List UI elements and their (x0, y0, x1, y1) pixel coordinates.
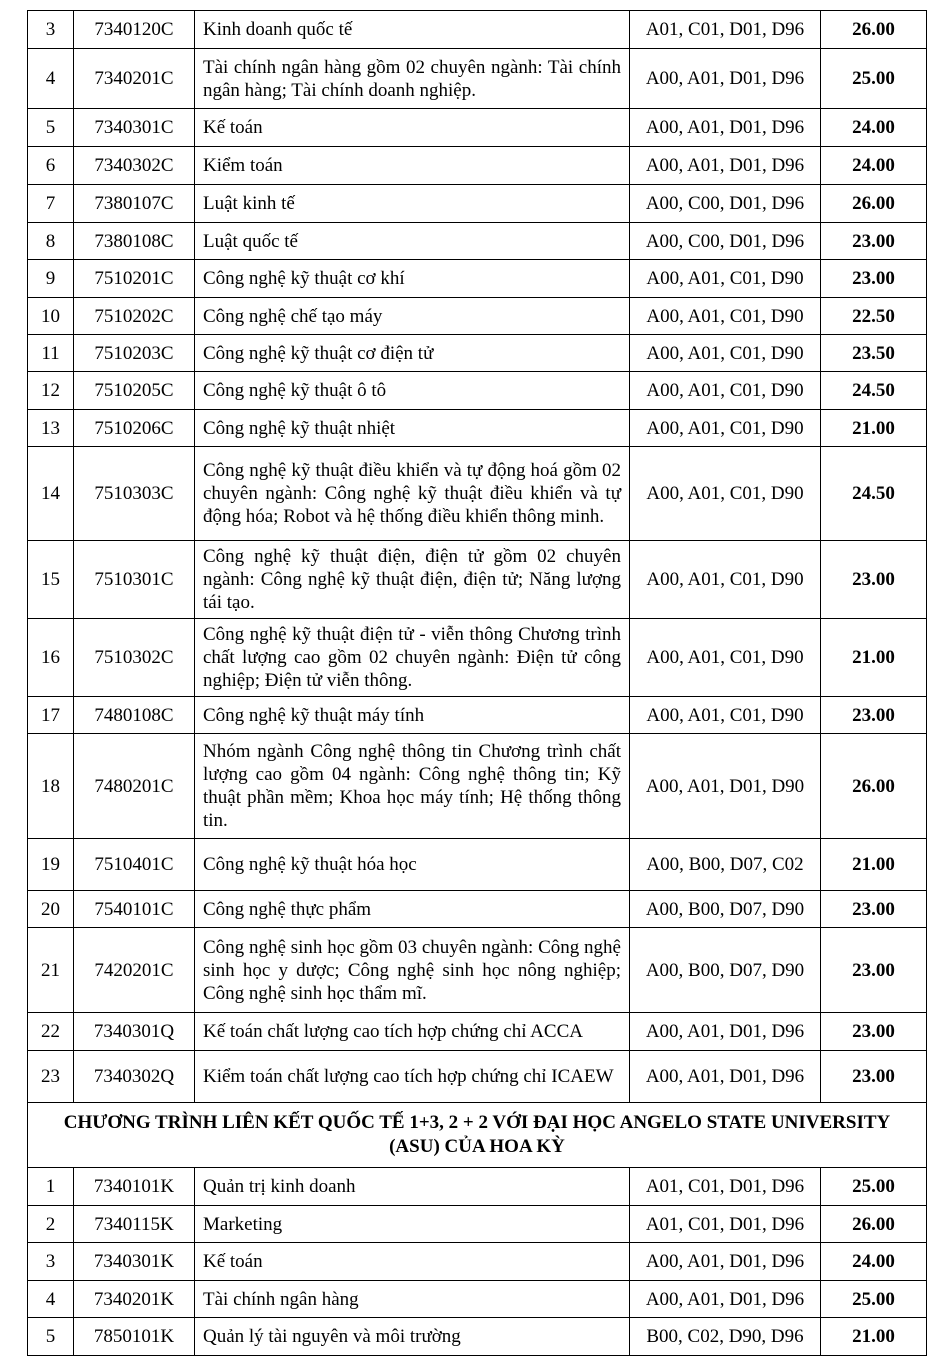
major-name: Kế toán chất lượng cao tích hợp chứng chỉ ACCA (195, 1013, 630, 1051)
subject-combinations: A00, A01, C01, D90 (630, 541, 821, 619)
subject-combinations: A00, A01, C01, D90 (630, 697, 821, 734)
subject-combinations: A00, A01, D01, D96 (630, 1243, 821, 1281)
major-code: 7510303C (74, 447, 195, 541)
subject-combinations: A00, A01, C01, D90 (630, 410, 821, 447)
major-name: Tài chính ngân hàng (195, 1281, 630, 1318)
table-row (28, 410, 927, 447)
subject-combinations: A00, A01, D01, D96 (630, 1051, 821, 1103)
table-row (28, 372, 927, 410)
major-name: Kiểm toán chất lượng cao tích hợp chứng chỉ ICAEW (195, 1051, 630, 1103)
table-row (28, 697, 927, 734)
table-row (28, 185, 927, 223)
major-name: Công nghệ sinh học gồm 03 chuyên ngành: Công nghệ sinh học y dược; Công nghệ sinh học nông nghiệp; Công nghệ sinh học thẩm mĩ. (195, 928, 630, 1013)
row-number: 2 (28, 1206, 74, 1243)
major-name: Kế toán (195, 1243, 630, 1281)
table-row (28, 1206, 927, 1243)
major-name: Luật kinh tế (195, 185, 630, 223)
subject-combinations: A00, A01, D01, D96 (630, 1013, 821, 1051)
table-row (28, 298, 927, 335)
subject-combinations: A01, C01, D01, D96 (630, 11, 821, 49)
subject-combinations: A00, A01, C01, D90 (630, 335, 821, 372)
cutoff-score: 25.00 (821, 1168, 927, 1206)
row-number: 22 (28, 1013, 74, 1051)
major-code: 7510203C (74, 335, 195, 372)
row-number: 23 (28, 1051, 74, 1103)
table-row (28, 335, 927, 372)
major-code: 7340302Q (74, 1051, 195, 1103)
major-code: 7510205C (74, 372, 195, 410)
subject-combinations: A01, C01, D01, D96 (630, 1168, 821, 1206)
major-name: Kế toán (195, 109, 630, 147)
table-row (28, 928, 927, 1013)
subject-combinations: A00, B00, D07, C02 (630, 839, 821, 891)
subject-combinations: A01, C01, D01, D96 (630, 1206, 821, 1243)
cutoff-score: 21.00 (821, 410, 927, 447)
major-name: Công nghệ kỹ thuật điện tử - viễn thông Chương trình chất lượng cao gồm 02 chuyên ngành: Điện tử công nghiệp; Điện tử viễn thông. (195, 619, 630, 697)
subject-combinations: A00, A01, D01, D96 (630, 109, 821, 147)
table-row (28, 1318, 927, 1356)
major-name: Công nghệ kỹ thuật nhiệt (195, 410, 630, 447)
major-code: 7510201C (74, 260, 195, 298)
row-number: 21 (28, 928, 74, 1013)
major-name: Công nghệ thực phẩm (195, 891, 630, 928)
major-name: Nhóm ngành Công nghệ thông tin Chương trình chất lượng cao gồm 04 ngành: Công nghệ thông tin; Kỹ thuật phần mềm; Khoa học máy tính; Hệ thống thông tin. (195, 734, 630, 839)
cutoff-score: 24.50 (821, 447, 927, 541)
subject-combinations: A00, A01, D01, D96 (630, 1281, 821, 1318)
subject-combinations: A00, C00, D01, D96 (630, 185, 821, 223)
subject-combinations: A00, B00, D07, D90 (630, 928, 821, 1013)
table-row (28, 223, 927, 260)
table-row (28, 11, 927, 49)
major-code: 7340120C (74, 11, 195, 49)
row-number: 11 (28, 335, 74, 372)
major-name: Kinh doanh quốc tế (195, 11, 630, 49)
major-name: Công nghệ kỹ thuật cơ điện tử (195, 335, 630, 372)
table-row (28, 447, 927, 541)
table-row (28, 1013, 927, 1051)
section-header-row (28, 1103, 927, 1168)
major-code: 7510401C (74, 839, 195, 891)
major-name: Kiểm toán (195, 147, 630, 185)
row-number: 16 (28, 619, 74, 697)
cutoff-score: 23.00 (821, 541, 927, 619)
major-code: 7510302C (74, 619, 195, 697)
major-name: Luật quốc tế (195, 223, 630, 260)
major-name: Quản trị kinh doanh (195, 1168, 630, 1206)
cutoff-score: 23.50 (821, 335, 927, 372)
subject-combinations: A00, A01, C01, D90 (630, 372, 821, 410)
cutoff-score: 23.00 (821, 260, 927, 298)
cutoff-score: 26.00 (821, 11, 927, 49)
major-code: 7340301Q (74, 1013, 195, 1051)
row-number: 14 (28, 447, 74, 541)
cutoff-score: 23.00 (821, 928, 927, 1013)
subject-combinations: A00, B00, D07, D90 (630, 891, 821, 928)
cutoff-score: 21.00 (821, 1318, 927, 1356)
row-number: 8 (28, 223, 74, 260)
cutoff-score: 24.00 (821, 147, 927, 185)
row-number: 17 (28, 697, 74, 734)
major-code: 7420201C (74, 928, 195, 1013)
subject-combinations: A00, A01, D01, D96 (630, 147, 821, 185)
row-number: 13 (28, 410, 74, 447)
cutoff-score: 25.00 (821, 1281, 927, 1318)
major-name: Công nghệ kỹ thuật cơ khí (195, 260, 630, 298)
row-number: 3 (28, 11, 74, 49)
major-code: 7340101K (74, 1168, 195, 1206)
row-number: 5 (28, 1318, 74, 1356)
table-row (28, 891, 927, 928)
major-code: 7850101K (74, 1318, 195, 1356)
table-row (28, 1051, 927, 1103)
cutoff-score: 21.00 (821, 839, 927, 891)
cutoff-score: 23.00 (821, 223, 927, 260)
subject-combinations: A00, A01, C01, D90 (630, 447, 821, 541)
major-name: Công nghệ kỹ thuật điện, điện tử gồm 02 chuyên ngành: Công nghệ kỹ thuật điện, điện tử; Năng lượng tái tạo. (195, 541, 630, 619)
row-number: 4 (28, 1281, 74, 1318)
row-number: 1 (28, 1168, 74, 1206)
major-name: Công nghệ kỹ thuật máy tính (195, 697, 630, 734)
table-row (28, 147, 927, 185)
table-row (28, 1243, 927, 1281)
cutoff-score: 24.00 (821, 1243, 927, 1281)
major-code: 7380108C (74, 223, 195, 260)
major-code: 7380107C (74, 185, 195, 223)
row-number: 6 (28, 147, 74, 185)
row-number: 10 (28, 298, 74, 335)
major-code: 7340201C (74, 49, 195, 109)
major-code: 7480201C (74, 734, 195, 839)
major-name: Công nghệ kỹ thuật hóa học (195, 839, 630, 891)
major-name: Quản lý tài nguyên và môi trường (195, 1318, 630, 1356)
row-number: 5 (28, 109, 74, 147)
row-number: 18 (28, 734, 74, 839)
cutoff-score: 23.00 (821, 891, 927, 928)
cutoff-score: 24.50 (821, 372, 927, 410)
row-number: 15 (28, 541, 74, 619)
table-row (28, 839, 927, 891)
cutoff-score: 23.00 (821, 1013, 927, 1051)
cutoff-score: 26.00 (821, 185, 927, 223)
major-code: 7540101C (74, 891, 195, 928)
major-code: 7510206C (74, 410, 195, 447)
cutoff-score: 21.00 (821, 619, 927, 697)
row-number: 9 (28, 260, 74, 298)
row-number: 19 (28, 839, 74, 891)
subject-combinations: A00, C00, D01, D96 (630, 223, 821, 260)
major-name: Công nghệ chế tạo máy (195, 298, 630, 335)
major-code: 7340301K (74, 1243, 195, 1281)
cutoff-score: 26.00 (821, 1206, 927, 1243)
subject-combinations: A00, A01, C01, D90 (630, 619, 821, 697)
table-row (28, 619, 927, 697)
cutoff-score: 22.50 (821, 298, 927, 335)
major-name: Công nghệ kỹ thuật điều khiển và tự động hoá gồm 02 chuyên ngành: Công nghệ kỹ thuật điều khiển và tự động hóa; Robot và hệ thống điều khiển thông minh. (195, 447, 630, 541)
row-number: 4 (28, 49, 74, 109)
cutoff-score: 26.00 (821, 734, 927, 839)
table-row (28, 109, 927, 147)
major-code: 7510301C (74, 541, 195, 619)
subject-combinations: A00, A01, C01, D90 (630, 260, 821, 298)
table-row (28, 260, 927, 298)
major-code: 7340115K (74, 1206, 195, 1243)
section-title: CHƯƠNG TRÌNH LIÊN KẾT QUỐC TẾ 1+3, 2 + 2 VỚI ĐẠI HỌC ANGELO STATE UNIVERSITY (ASU) CỦA HOA KỲ (28, 1103, 927, 1168)
major-name: Marketing (195, 1206, 630, 1243)
row-number: 12 (28, 372, 74, 410)
major-name: Công nghệ kỹ thuật ô tô (195, 372, 630, 410)
subject-combinations: A00, A01, C01, D90 (630, 298, 821, 335)
table-row (28, 734, 927, 839)
major-code: 7510202C (74, 298, 195, 335)
major-code: 7340301C (74, 109, 195, 147)
row-number: 7 (28, 185, 74, 223)
table-row (28, 49, 927, 109)
row-number: 20 (28, 891, 74, 928)
table-row (28, 1168, 927, 1206)
table-body (28, 11, 927, 1356)
table-row (28, 541, 927, 619)
subject-combinations: B00, C02, D90, D96 (630, 1318, 821, 1356)
cutoff-score: 23.00 (821, 1051, 927, 1103)
major-code: 7480108C (74, 697, 195, 734)
major-code: 7340302C (74, 147, 195, 185)
subject-combinations: A00, A01, D01, D96 (630, 49, 821, 109)
admission-scores-table (27, 10, 927, 1356)
row-number: 3 (28, 1243, 74, 1281)
cutoff-score: 24.00 (821, 109, 927, 147)
table-row (28, 1281, 927, 1318)
major-code: 7340201K (74, 1281, 195, 1318)
cutoff-score: 23.00 (821, 697, 927, 734)
major-name: Tài chính ngân hàng gồm 02 chuyên ngành: Tài chính ngân hàng; Tài chính doanh nghiệp. (195, 49, 630, 109)
cutoff-score: 25.00 (821, 49, 927, 109)
subject-combinations: A00, A01, D01, D90 (630, 734, 821, 839)
